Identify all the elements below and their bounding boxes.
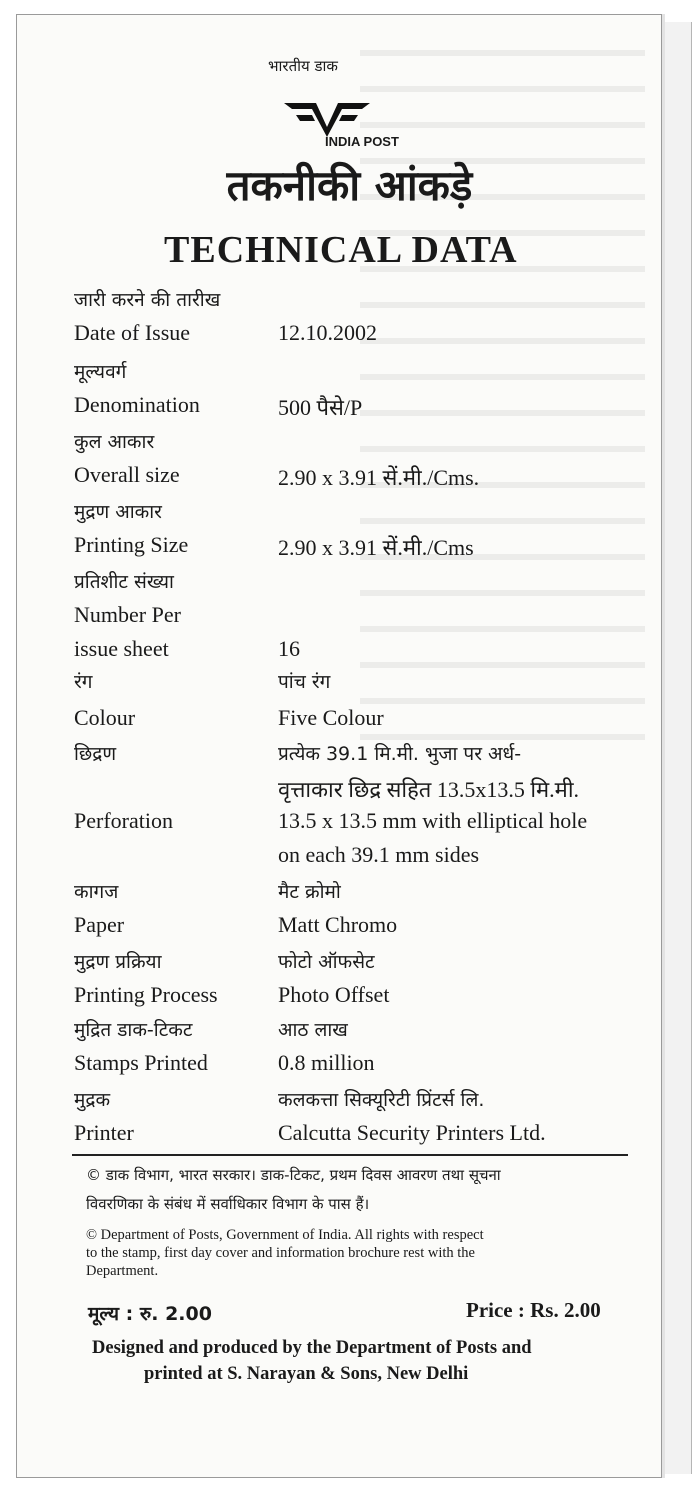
row-value: 2.90 x 3.91 सें.मी./Cms: [278, 535, 474, 560]
footer-line-1: Designed and produced by the Department of Posts and: [92, 1338, 532, 1358]
row-label: छिद्रण: [74, 743, 117, 765]
brochure-fold-edge: [660, 22, 692, 1474]
row-value: Calcutta Security Printers Ltd.: [278, 1120, 546, 1145]
row-value: कलकत्ता सिक्यूरिटी प्रिंटर्स लि.: [278, 1089, 485, 1111]
row-label: Colour: [74, 705, 136, 730]
row-value: पांच रंग: [278, 671, 331, 693]
title-english: TECHNICAL DATA: [164, 229, 518, 271]
row-label: Date of Issue: [74, 320, 191, 345]
copyright-english-line-2: to the stamp, first day cover and information brochure rest with the: [86, 1245, 475, 1261]
row-value: 0.8 million: [278, 1050, 375, 1075]
row-label: रंग: [74, 671, 93, 693]
row-label: Denomination: [74, 392, 200, 417]
row-label: कुल आकार: [74, 431, 155, 453]
title-hindi: तकनीकी आंकड़े: [226, 161, 473, 210]
row-label: मुद्रण प्रक्रिया: [74, 951, 162, 973]
row-value: वृत्ताकार छिद्र सहित 13.5x13.5 मि.मी.: [278, 777, 580, 802]
row-label: issue sheet: [74, 636, 169, 661]
row-value: फोटो ऑफसेट: [278, 951, 375, 973]
row-label: मुद्रण आकार: [74, 501, 162, 523]
row-label: Paper: [74, 912, 125, 937]
copyright-hindi-line-2: विवरणिका के संबंध में सर्वाधिकार विभाग के पास हैं।: [86, 1195, 370, 1213]
row-label: Printing Size: [74, 532, 189, 557]
row-value: 500 पैसे/P: [278, 395, 363, 420]
price-english: Price : Rs. 2.00: [466, 1298, 601, 1322]
row-label: प्रतिशीट संख्या: [74, 571, 174, 593]
row-label: मूल्यवर्ग: [74, 361, 127, 383]
row-label: Printer: [74, 1120, 134, 1145]
divider-line: [72, 1154, 628, 1156]
logo-hindi-text: भारतीय डाक: [268, 57, 338, 75]
row-value: मैट क्रोमो: [278, 881, 341, 903]
row-value: on each 39.1 mm sides: [278, 842, 480, 867]
row-label: Printing Process: [74, 982, 218, 1007]
row-label: मुद्रित डाक-टिकट: [74, 1019, 193, 1041]
footer-line-2: printed at S. Narayan & Sons, New Delhi: [144, 1364, 469, 1384]
row-value: प्रत्येक 39.1 मि.मी. भुजा पर अर्ध-: [278, 743, 522, 765]
row-label: Stamps Printed: [74, 1050, 208, 1075]
row-value: Photo Offset: [278, 982, 390, 1007]
row-value: आठ लाख: [278, 1019, 348, 1041]
copyright-english-line-1: © Department of Posts, Government of India. All rights with respect: [86, 1227, 484, 1243]
row-label: जारी करने की तारीख: [74, 289, 221, 311]
row-value: 16: [278, 636, 300, 661]
copyright-english-line-3: Department.: [86, 1263, 159, 1279]
row-label: Overall size: [74, 462, 180, 487]
row-label: Number Per: [74, 602, 181, 627]
logo-english-text: INDIA POST: [325, 134, 399, 149]
row-value: Five Colour: [278, 705, 384, 730]
row-label: मुद्रक: [74, 1089, 111, 1111]
row-value: Matt Chromo: [278, 912, 398, 937]
row-value: 12.10.2002: [278, 320, 377, 345]
copyright-hindi-line-1: © डाक विभाग, भारत सरकार। डाक-टिकट, प्रथम दिवस आवरण तथा सूचना: [86, 1166, 501, 1184]
row-value: 13.5 x 13.5 mm with elliptical hole: [278, 808, 588, 833]
price-hindi: मूल्य : रु. 2.00: [88, 1303, 212, 1325]
row-label: कागज: [74, 881, 119, 903]
row-label: Perforation: [74, 808, 173, 833]
row-value: 2.90 x 3.91 सें.मी./Cms.: [278, 465, 480, 490]
